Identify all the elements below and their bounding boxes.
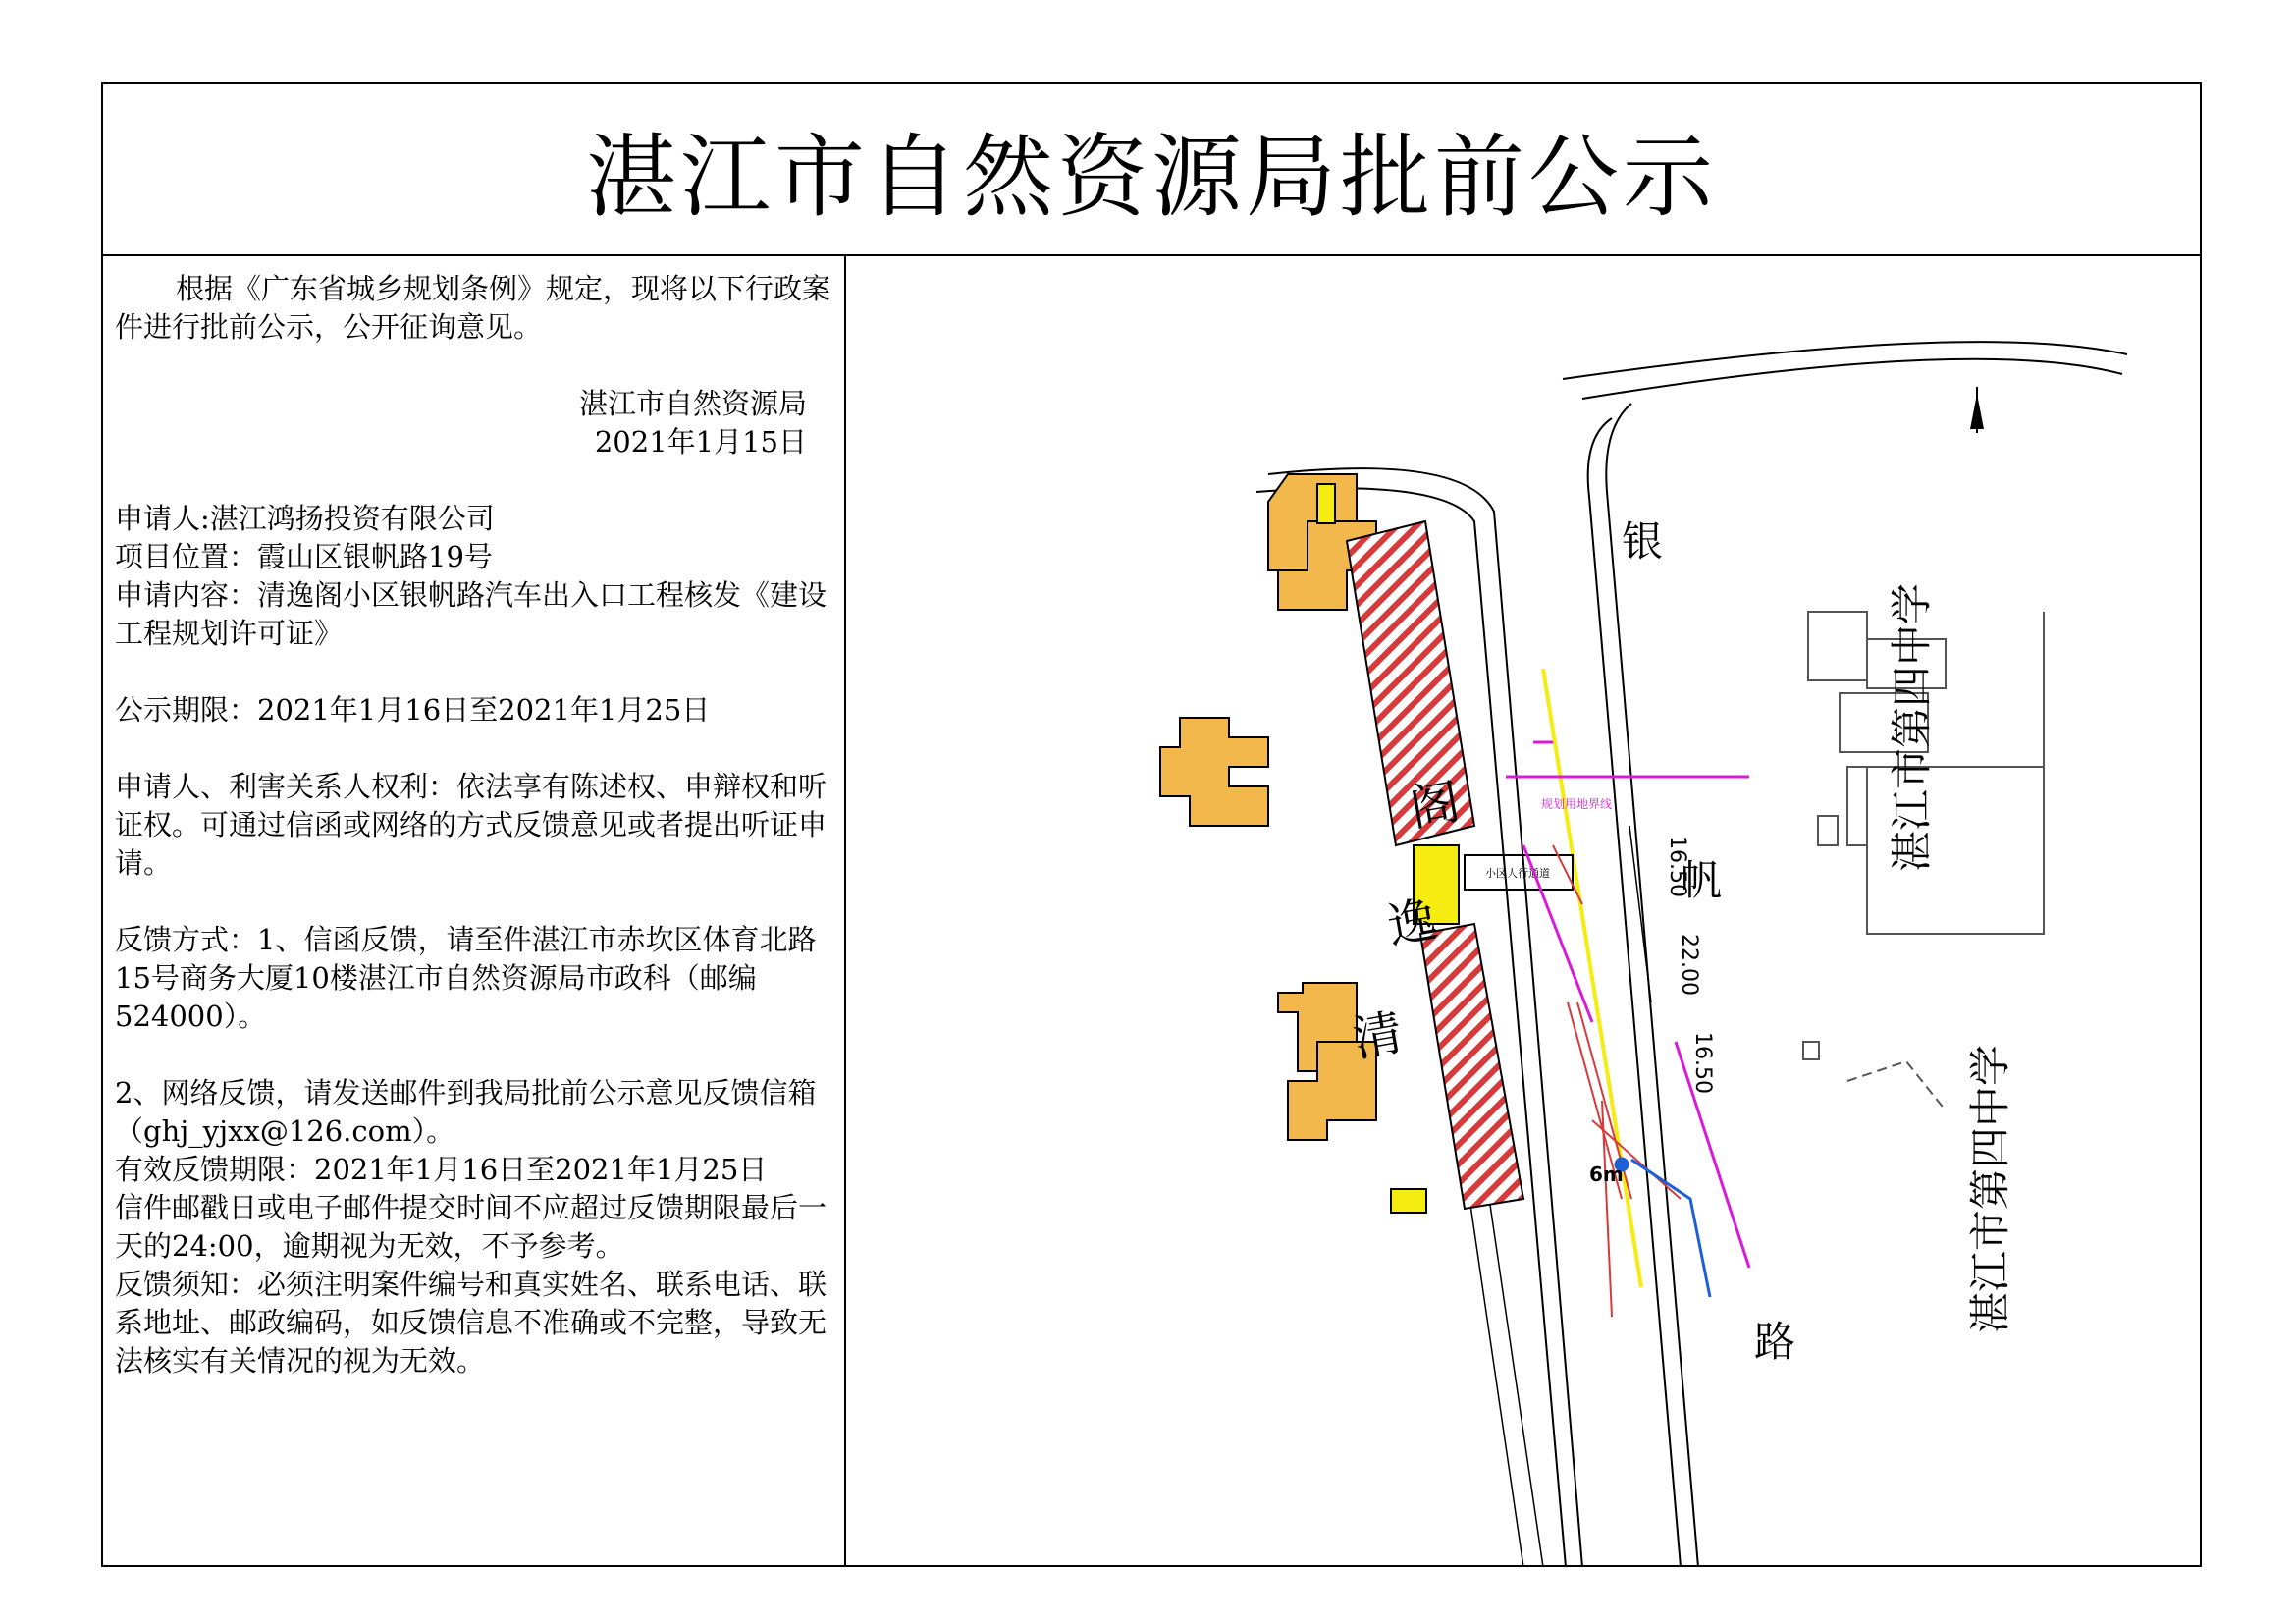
school-label-2: 湛江市第四中学	[1966, 1044, 2014, 1334]
site-plan-drawing	[846, 256, 2204, 1567]
valid-period-line: 有效反馈期限：2021年1月16日至2021年1月25日	[115, 1153, 768, 1186]
issuer-name: 湛江市自然资源局	[578, 387, 807, 420]
content-line: 申请内容：清逸阁小区银帆路汽车出入口工程核发《建设工程规划许可证》	[115, 578, 828, 650]
page-title: 湛江市自然资源局批前公示	[585, 124, 1717, 230]
community-name-char-3: 清	[1349, 1003, 1408, 1068]
feedback-email: 2、网络反馈，请发送邮件到我局批前公示意见反馈信箱（ghj_yjxx@126.com）。	[115, 1076, 817, 1148]
notice-frame	[101, 82, 2202, 1567]
north-arrow-icon	[1970, 387, 1984, 433]
site-plan	[846, 256, 2200, 1565]
dimension-label-2: 22.00	[1677, 934, 1701, 996]
road-name-char-1: 银	[1622, 517, 1664, 566]
walkway-label: 小区人行通道	[1485, 867, 1550, 880]
applicant-line: 申请人:湛江鸿扬投资有限公司	[115, 502, 495, 535]
school-label-1: 湛江市第四中学	[1888, 582, 1936, 873]
notice-text-column	[103, 256, 846, 1565]
dimension-label-3: 16.50	[1690, 1032, 1715, 1094]
feedback-letter: 反馈方式：1、信函反馈，请至件湛江市赤坎区体育北路15号商务大厦10楼湛江市自然资源局市政科（邮编524000）。	[115, 923, 817, 1033]
community-name-char-2: 逸	[1383, 891, 1442, 955]
community-buildings	[1160, 474, 1523, 1213]
period-line: 公示期限：2021年1月16日至2021年1月25日	[115, 693, 711, 727]
entrance-width-label: 6m	[1589, 1163, 1624, 1186]
access-lanes	[1553, 845, 1681, 1317]
location-line: 项目位置：霞山区银帆路19号	[115, 540, 493, 573]
road-center-line	[1543, 669, 1641, 1287]
dimension-label-1: 16.50	[1665, 836, 1689, 897]
notes-paragraph: 反馈须知：必须注明案件编号和真实姓名、联系电话、联系地址、邮政编码，如反馈信息不准确或不完整，导致无法核实有关情况的视为无效。	[115, 1268, 828, 1378]
rights-paragraph: 申请人、利害关系人权利：依法享有陈述权、申辩权和听证权。可通过信函或网络的方式反馈意见或者提出听证申请。	[115, 770, 828, 880]
boundary-label: 规划用地界线	[1541, 797, 1613, 811]
issue-date: 2021年1月15日	[594, 425, 807, 459]
community-name-char-1: 阁	[1406, 773, 1465, 838]
dimension-lines	[1629, 826, 1651, 1002]
intro-paragraph: 根据《广东省城乡规划条例》规定，现将以下行政案件进行批前公示，公开征询意见。	[115, 272, 831, 344]
postmark-line: 信件邮戳日或电子邮件提交时间不应超过反馈期限最后一天的24:00，逾期视为无效，不予参考。	[115, 1191, 828, 1263]
title-row	[103, 84, 2200, 256]
road-name-char-2: 帆	[1681, 856, 1723, 904]
road-name-char-3: 路	[1754, 1318, 1796, 1366]
